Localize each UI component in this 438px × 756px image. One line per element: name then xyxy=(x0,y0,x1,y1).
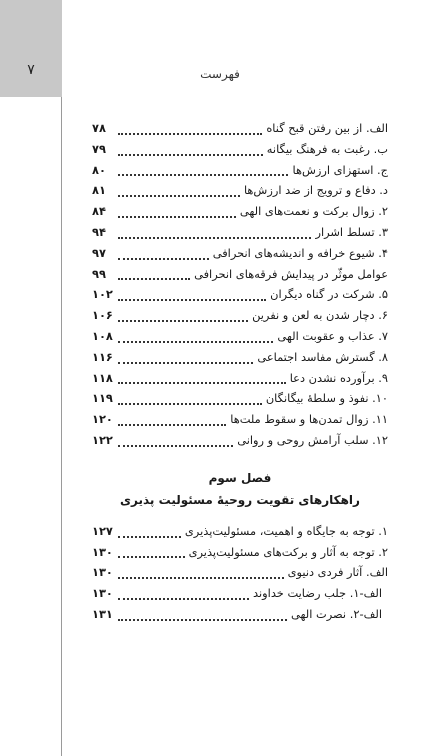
toc-entry-page: ۱۰۲ xyxy=(92,287,113,302)
dot-leader xyxy=(118,556,185,558)
dot-leader xyxy=(118,258,209,260)
toc-entry xyxy=(92,305,388,326)
toc-entry xyxy=(92,243,388,264)
toc-entry xyxy=(92,180,388,201)
toc-entry-page: ۸۰ xyxy=(92,162,106,177)
dot-leader xyxy=(118,237,311,239)
table-of-contents xyxy=(92,118,388,625)
toc-entry xyxy=(92,562,388,583)
toc-entry-title: ۸. گسترش مفاسد اجتماعی xyxy=(257,349,388,364)
toc-entry-page: ۷۸ xyxy=(92,121,106,135)
toc-entry-title: ۲. زوال برکت و نعمت‌های الهی xyxy=(239,204,388,219)
toc-entry-title: د. دفاع و ترویج از ضد ارزش‌ها xyxy=(243,183,388,198)
toc-entry-title: ۵. شرکت در گناه دیگران xyxy=(270,287,388,302)
toc-entry xyxy=(92,222,388,243)
dot-leader xyxy=(118,154,263,156)
toc-entry-title: ۱۱. زوال تمدن‌ها و سقوط ملت‌ها xyxy=(230,412,388,427)
dot-leader xyxy=(118,403,262,405)
toc-entry-page: ۹۹ xyxy=(92,266,106,281)
toc-entry-title: ۶. دچار شدن به لعن و نفرین xyxy=(252,308,388,323)
toc-entry-title: ۱۰. نفوذ و سلطهٔ بیگانگان xyxy=(265,391,388,406)
toc-entry-title: ۲. توجه به آثار و برکت‌های مسئولیت‌پذیری xyxy=(188,544,388,559)
dot-leader xyxy=(118,362,253,364)
toc-entry-title: الف. از بین رفتن قبح گناه xyxy=(266,121,388,135)
toc-entry-page: ۱۳۱ xyxy=(92,606,113,621)
toc-entry-title: ب. رغبت به فرهنگ بیگانه xyxy=(266,141,388,156)
toc-entry-title: الف. آثار فردی دنیوی xyxy=(287,565,388,580)
chapter-title: راهکارهای تقویت روحیهٔ مسئولیت پذیری xyxy=(120,492,360,507)
toc-entry xyxy=(92,118,388,139)
toc-entry-page: ۸۴ xyxy=(92,204,106,219)
page-number-tab xyxy=(0,0,62,97)
dot-leader xyxy=(118,299,266,301)
toc-entry-page: ۹۷ xyxy=(92,245,106,260)
toc-entry-title: عوامل موثّر در پیدایش فرقه‌های انحرافی xyxy=(194,266,388,281)
dot-leader xyxy=(118,278,190,280)
toc-entry-page: ۱۲۰ xyxy=(92,412,113,427)
chapter-label: فصل سوم xyxy=(208,470,272,485)
toc-entry-page: ۱۱۹ xyxy=(92,391,113,406)
page-number: ۷ xyxy=(27,62,35,78)
dot-leader xyxy=(118,424,226,426)
toc-entry-page: ۱۱۸ xyxy=(92,370,113,385)
toc-entry xyxy=(92,160,388,181)
dot-leader xyxy=(118,320,248,322)
toc-entry xyxy=(92,409,388,430)
dot-leader xyxy=(118,445,233,447)
toc-entry-title: ۴. شیوع خرافه و اندیشه‌های انحرافی xyxy=(212,245,388,260)
toc-entry-page: ۱۳۰ xyxy=(92,565,113,580)
toc-entry xyxy=(92,284,388,305)
running-title: فهرست xyxy=(200,67,240,81)
toc-entry xyxy=(92,521,388,542)
toc-entry xyxy=(92,583,388,604)
toc-entry-page: ۸۱ xyxy=(92,183,106,198)
toc-entry-title: ۱۲. سلب آرامش روحی و روانی xyxy=(237,432,388,447)
toc-entry xyxy=(92,139,388,160)
toc-entry xyxy=(92,201,388,222)
dot-leader xyxy=(118,216,236,218)
toc-entry-title: ۳. تسلط اشرار xyxy=(315,224,388,239)
toc-entry xyxy=(92,368,388,389)
toc-entry xyxy=(92,388,388,409)
toc-entry xyxy=(92,604,388,625)
toc-entry-title: ۱. توجه به جایگاه و اهمیت، مسئولیت‌پذیری xyxy=(184,523,388,538)
dot-leader xyxy=(118,598,249,600)
toc-entry-page: ۱۲۲ xyxy=(92,432,113,447)
toc-entry xyxy=(92,347,388,368)
toc-entry-page: ۹۴ xyxy=(92,224,106,239)
toc-entry-title: ۹. برآورده نشدن دعا xyxy=(289,370,388,385)
toc-entry-page: ۱۲۷ xyxy=(92,523,113,538)
toc-entry xyxy=(92,326,388,347)
dot-leader xyxy=(118,195,240,197)
toc-entry-page: ۱۱۶ xyxy=(92,349,113,364)
dot-leader xyxy=(118,619,287,621)
toc-entry-page: ۱۳۰ xyxy=(92,586,113,601)
toc-entry xyxy=(92,430,388,451)
dot-leader xyxy=(118,174,288,176)
toc-entry-title: ج. استهزای ارزش‌ها xyxy=(292,162,388,177)
margin-rule xyxy=(61,97,62,756)
toc-entry xyxy=(92,264,388,285)
dot-leader xyxy=(118,577,284,579)
toc-entry-page: ۱۰۶ xyxy=(92,308,113,323)
toc-entry-page: ۷۹ xyxy=(92,141,106,156)
toc-entry-title: الف-۱. جلب رضایت خداوند xyxy=(253,586,382,601)
toc-entry-page: ۱۳۰ xyxy=(92,544,113,559)
dot-leader xyxy=(118,341,273,343)
toc-entry-title: ۷. عذاب و عقوبت الهی xyxy=(277,328,388,343)
toc-entry-title: الف-۲. نصرت الهی xyxy=(291,606,382,621)
toc-entry xyxy=(92,542,388,563)
toc-entry-page: ۱۰۸ xyxy=(92,328,113,343)
dot-leader xyxy=(118,536,181,538)
dot-leader xyxy=(118,133,262,135)
dot-leader xyxy=(118,382,286,384)
